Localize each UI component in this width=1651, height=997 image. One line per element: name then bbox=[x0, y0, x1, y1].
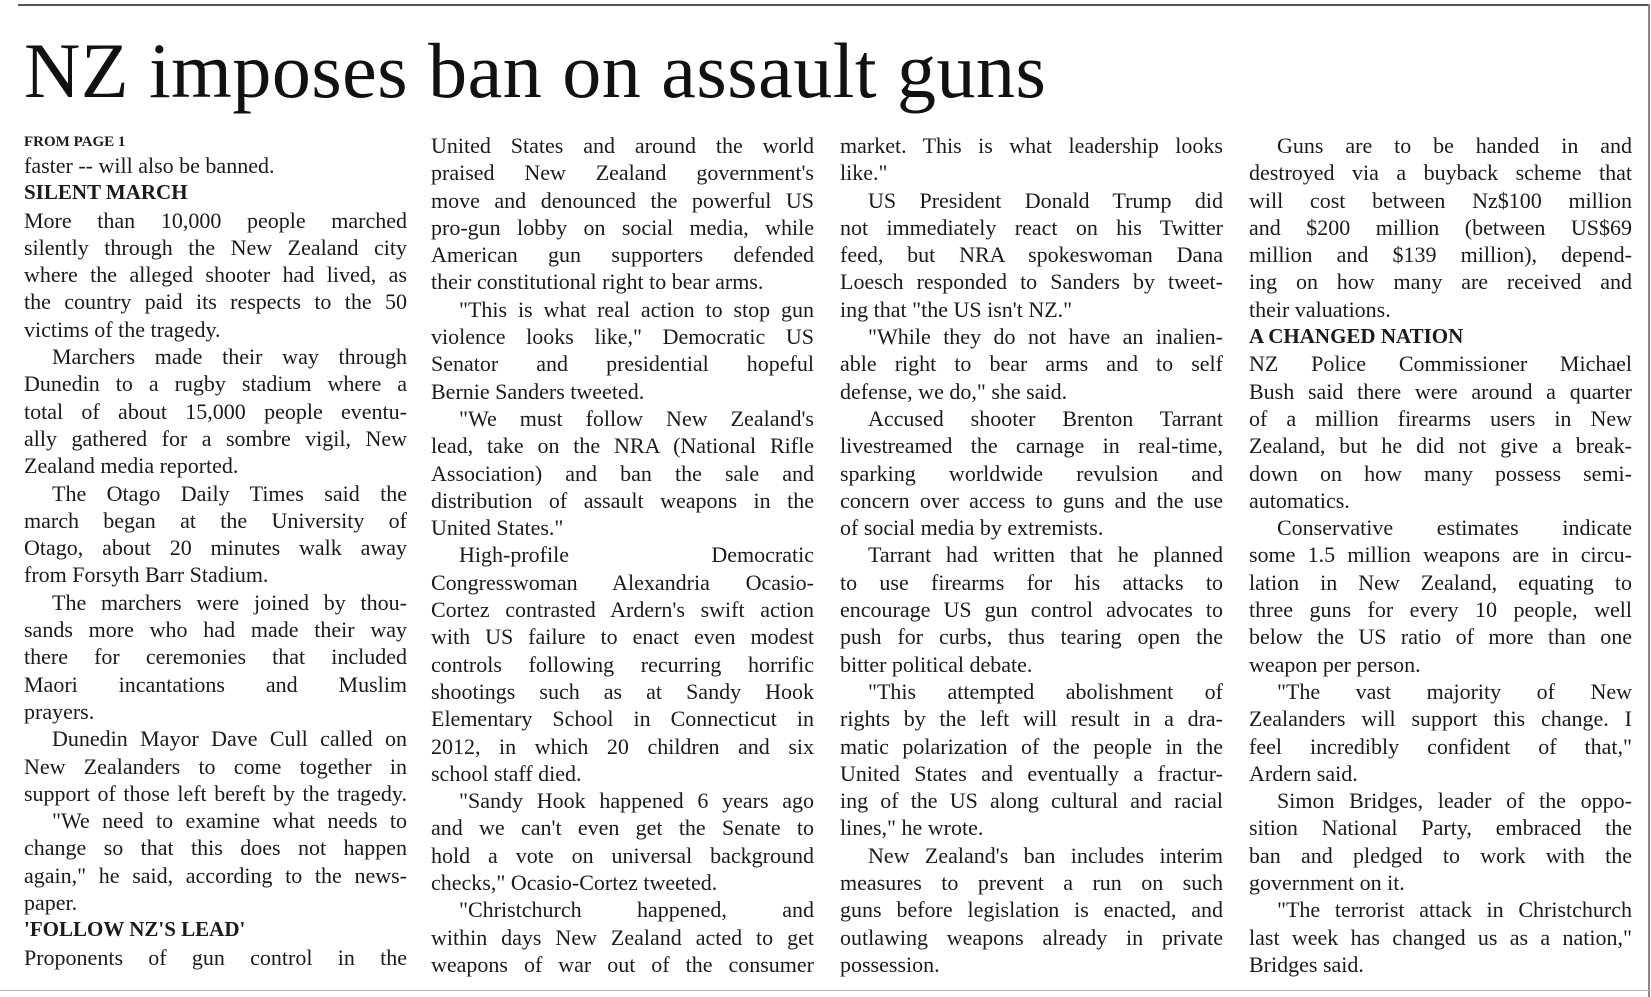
text-line: "We must follow New Zealand's bbox=[459, 405, 814, 431]
subheading-follow-nz-lead: 'FOLLOW NZ'S LEAD' bbox=[24, 917, 246, 942]
text-line: within days New Zealand acted to get bbox=[431, 924, 814, 950]
text-line: Dunedin to a rugby stadium where a bbox=[24, 371, 407, 397]
text-line: United States and around the world bbox=[431, 133, 814, 158]
text-line: push for curbs, thus tearing open the bbox=[840, 624, 1223, 650]
text-line: Zealand, but he did not give a break- bbox=[1249, 433, 1632, 459]
text-line: ally gathered for a sombre vigil, New bbox=[24, 425, 407, 451]
text-line: "This is what real action to stop gun bbox=[459, 296, 814, 322]
text-line: Bush said there were around a quarter bbox=[1249, 378, 1632, 404]
text-line: American gun supporters defended bbox=[431, 242, 814, 268]
text-line: sparking worldwide revulsion and bbox=[840, 460, 1223, 486]
subheading-silent-march: SILENT MARCH bbox=[24, 180, 188, 205]
text-line: support of those left bereft by the tragedy. bbox=[24, 780, 407, 806]
text-line: like." bbox=[840, 160, 888, 186]
article-column-1 bbox=[24, 132, 407, 971]
text-line: Accused shooter Brenton Tarrant bbox=[868, 405, 1223, 431]
text-line: "We need to examine what needs to bbox=[52, 808, 407, 834]
article-column-2 bbox=[431, 132, 814, 978]
text-line: possession. bbox=[840, 951, 940, 977]
headline: NZ imposes ban on assault guns bbox=[24, 27, 1047, 114]
text-line: Proponents of gun control in the bbox=[24, 944, 407, 970]
text-line: ing that "the US isn't NZ." bbox=[840, 296, 1073, 322]
text-line: "Christchurch happened, and bbox=[459, 897, 814, 923]
text-line: paper. bbox=[24, 890, 78, 916]
text-line: Association) and ban the sale and bbox=[431, 460, 814, 486]
text-line: million and $139 million), depend- bbox=[1249, 242, 1632, 268]
text-line: defense, we do," she said. bbox=[840, 378, 1068, 404]
text-line: able right to bear arms and to self bbox=[840, 351, 1223, 377]
text-line: concern over access to guns and the use bbox=[840, 487, 1223, 513]
text-line: Loesch responded to Sanders by tweet- bbox=[840, 269, 1223, 295]
text-line: More than 10,000 people marched bbox=[24, 207, 407, 233]
text-line: violence looks like," Democratic US bbox=[431, 324, 814, 350]
text-line: silently through the New Zealand city bbox=[24, 234, 407, 260]
text-line: Bridges said. bbox=[1249, 951, 1364, 977]
text-line: matic polarization of the people in the bbox=[840, 733, 1223, 759]
text-line: Marchers made their way through bbox=[52, 344, 407, 370]
text-line: pro-gun lobby on social media, while bbox=[431, 214, 814, 240]
text-line: Congresswoman Alexandria Ocasio- bbox=[431, 569, 814, 595]
text-line: Cortez contrasted Ardern's swift action bbox=[431, 597, 814, 623]
text-line: Guns are to be handed in and bbox=[1277, 133, 1632, 158]
text-line: United States and eventually a fractur- bbox=[840, 760, 1223, 786]
text-line: US President Donald Trump did bbox=[868, 187, 1223, 213]
text-line: from Forsyth Barr Stadium. bbox=[24, 562, 269, 588]
text-line: last week has changed us as a nation," bbox=[1249, 924, 1632, 950]
text-line: march began at the University of bbox=[24, 507, 407, 533]
text-line: outlawing weapons already in private bbox=[840, 924, 1223, 950]
text-line: shootings such as at Sandy Hook bbox=[431, 678, 814, 704]
text-line: and $200 million (between US$69 bbox=[1249, 214, 1632, 240]
text-line: measures to prevent a run on such bbox=[840, 870, 1223, 896]
text-line: to use firearms for his attacks to bbox=[840, 569, 1223, 595]
text-line: feel incredibly confident of that," bbox=[1249, 733, 1632, 759]
text-line: down on how many possess semi- bbox=[1249, 460, 1632, 486]
text-line: "This attempted abolishment of bbox=[868, 678, 1223, 704]
text-line: 2012, in which 20 children and six bbox=[431, 733, 814, 759]
text-line: Senator and presidential hopeful bbox=[431, 351, 814, 377]
text-line: lation in New Zealand, equating to bbox=[1249, 569, 1632, 595]
text-line: school staff died. bbox=[431, 760, 582, 786]
text-line: faster -- will also be banned. bbox=[24, 153, 275, 178]
text-line: bitter political debate. bbox=[840, 651, 1033, 677]
text-line: will cost between Nz$100 million bbox=[1249, 187, 1632, 213]
text-line: Conservative estimates indicate bbox=[1277, 515, 1632, 541]
text-line: United States." bbox=[431, 515, 564, 541]
text-line: "Sandy Hook happened 6 years ago bbox=[459, 788, 814, 814]
text-line: market. This is what leadership looks bbox=[840, 133, 1223, 158]
text-line: "The vast majority of New bbox=[1277, 678, 1632, 704]
text-line: Elementary School in Connecticut in bbox=[431, 706, 814, 732]
text-line: livestreamed the carnage in real-time, bbox=[840, 433, 1223, 459]
text-line: "The terrorist attack in Christchurch bbox=[1277, 897, 1632, 923]
text-line: destroyed via a buyback scheme that bbox=[1249, 160, 1632, 186]
text-line: lines," he wrote. bbox=[840, 815, 984, 841]
text-line: guns before legislation is enacted, and bbox=[840, 897, 1223, 923]
text-line: New Zealanders to come together in bbox=[24, 753, 407, 779]
text-line: hold a vote on universal background bbox=[431, 842, 814, 868]
text-line: sands more who had made their way bbox=[24, 617, 407, 643]
text-line: NZ Police Commissioner Michael bbox=[1249, 351, 1632, 377]
text-line: Ardern said. bbox=[1249, 760, 1358, 786]
text-line: there for ceremonies that included bbox=[24, 644, 407, 670]
text-line: ing of the US along cultural and racial bbox=[840, 788, 1223, 814]
text-line: and we can't even get the Senate to bbox=[431, 815, 814, 841]
text-line: rights by the left will result in a dra- bbox=[840, 706, 1223, 732]
text-line: The marchers were joined by thou- bbox=[52, 589, 407, 615]
top-rule bbox=[18, 4, 1650, 6]
right-rule bbox=[1648, 4, 1650, 997]
text-line: some 1.5 million weapons are in circu- bbox=[1249, 542, 1632, 568]
text-line: distribution of assault weapons in the bbox=[431, 487, 814, 513]
text-line: checks," Ocasio-Cortez tweeted. bbox=[431, 870, 718, 896]
text-line: Zealanders will support this change. I bbox=[1249, 706, 1632, 732]
text-line: Tarrant had written that he planned bbox=[868, 542, 1223, 568]
text-line: sition National Party, embraced the bbox=[1249, 815, 1632, 841]
text-line: move and denounced the powerful US bbox=[431, 187, 814, 213]
text-line: The Otago Daily Times said the bbox=[52, 480, 407, 506]
kicker: FROM PAGE 1 bbox=[24, 134, 126, 150]
text-line: of social media by extremists. bbox=[840, 515, 1104, 541]
text-line: encourage US gun control advocates to bbox=[840, 597, 1223, 623]
text-line: lead, take on the NRA (National Rifle bbox=[431, 433, 814, 459]
text-line: prayers. bbox=[24, 698, 95, 724]
text-line: below the US ratio of more than one bbox=[1249, 624, 1632, 650]
text-line: "While they do not have an inalien- bbox=[868, 324, 1223, 350]
text-line: automatics. bbox=[1249, 487, 1350, 513]
text-line: government on it. bbox=[1249, 870, 1405, 896]
article-column-4 bbox=[1249, 132, 1632, 978]
text-line: their valuations. bbox=[1249, 296, 1391, 322]
text-line: total of about 15,000 people eventu- bbox=[24, 398, 407, 424]
subheading-a-changed-nation: A CHANGED NATION bbox=[1249, 324, 1464, 349]
text-line: of a million firearms users in New bbox=[1249, 405, 1632, 431]
text-line: Dunedin Mayor Dave Cull called on bbox=[52, 726, 407, 752]
text-line: weapons of war out of the consumer bbox=[431, 951, 814, 977]
text-line: victims of the tragedy. bbox=[24, 316, 221, 342]
text-line: not immediately react on his Twitter bbox=[840, 214, 1223, 240]
text-line: again," he said, according to the news- bbox=[24, 862, 407, 888]
text-line: where the alleged shooter had lived, as bbox=[24, 262, 407, 288]
text-line: the country paid its respects to the 50 bbox=[24, 289, 407, 315]
text-line: ban and pledged to work with the bbox=[1249, 842, 1632, 868]
text-line: feed, but NRA spokeswoman Dana bbox=[840, 242, 1223, 268]
text-line: change so that this does not happen bbox=[24, 835, 407, 861]
text-line: Otago, about 20 minutes walk away bbox=[24, 535, 407, 561]
text-line: Maori incantations and Muslim bbox=[24, 671, 407, 697]
text-line: Bernie Sanders tweeted. bbox=[431, 378, 645, 404]
text-line: Simon Bridges, leader of the oppo- bbox=[1277, 788, 1632, 814]
text-line: three guns for every 10 people, well bbox=[1249, 597, 1632, 623]
text-line: Zealand media reported. bbox=[24, 453, 239, 479]
bottom-rule bbox=[0, 990, 1651, 991]
text-line: praised New Zealand government's bbox=[431, 160, 814, 186]
text-line: their constitutional right to bear arms. bbox=[431, 269, 764, 295]
text-line: with US failure to enact even modest bbox=[431, 624, 814, 650]
text-line: ing on how many are received and bbox=[1249, 269, 1632, 295]
text-line: weapon per person. bbox=[1249, 651, 1421, 677]
text-line: controls following recurring horrific bbox=[431, 651, 814, 677]
article-column-3 bbox=[840, 132, 1223, 978]
text-line: High-profile Democratic bbox=[459, 542, 814, 568]
text-line: New Zealand's ban includes interim bbox=[868, 842, 1223, 868]
